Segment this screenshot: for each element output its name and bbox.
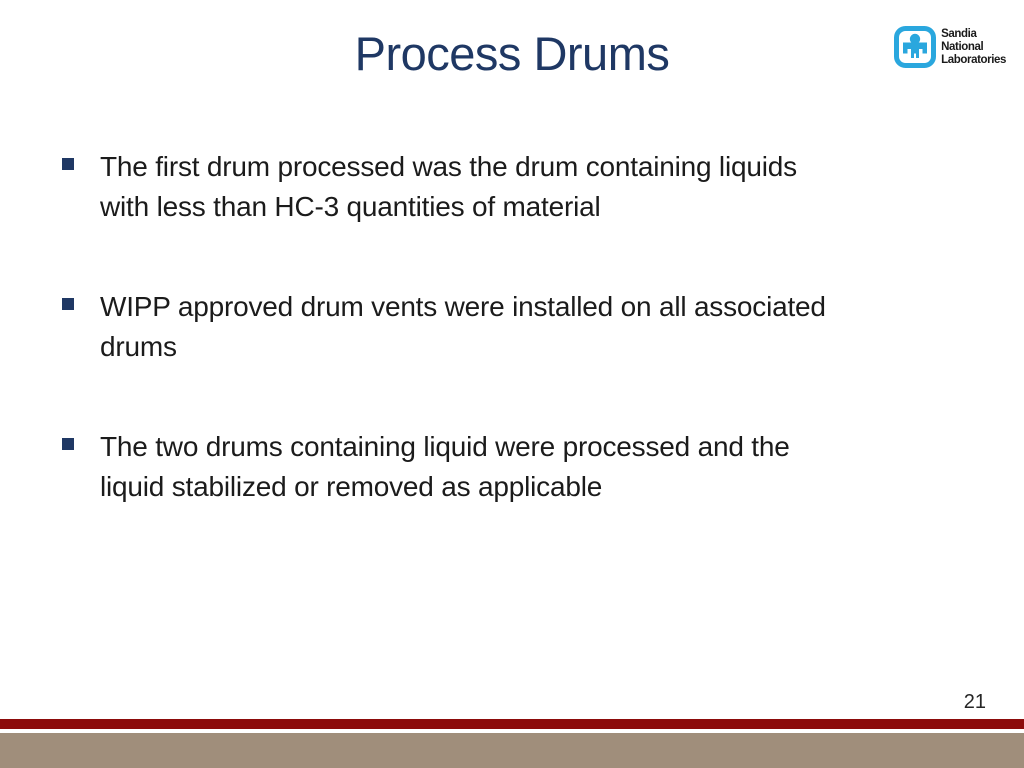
bullet-item-1 [62,147,964,227]
logo-line-3: Laboratories [941,54,1006,66]
bullet-text [100,427,790,507]
footer-tan-bar [0,733,1024,768]
logo-line-1: Sandia [941,28,977,40]
bullet-line: WIPP approved drum vents were installed on all associated [100,291,826,322]
bullet-text [100,287,826,367]
sandia-logo-text [941,26,1006,67]
bullet-list [62,147,964,567]
bullet-item-3 [62,427,964,507]
sandia-thunderbird-icon [894,26,936,68]
bullet-line: drums [100,331,177,362]
bullet-item-2 [62,287,964,367]
logo-line-2: National [941,41,984,53]
bullet-square-icon [62,438,74,450]
page-title: Process Drums [354,27,670,80]
bullet-line: with less than HC-3 quantities of material [100,191,601,222]
bullet-text [100,147,797,227]
bullet-square-icon [62,158,74,170]
footer-red-bar [0,719,1024,729]
sandia-logo [894,26,1006,68]
bullet-line: liquid stabilized or removed as applicable [100,471,603,502]
page-number: 21 [963,691,986,713]
bullet-line: The first drum processed was the drum containing liquids [100,151,797,182]
bullet-square-icon [62,298,74,310]
bullet-line: The two drums containing liquid were processed and the [100,431,790,462]
